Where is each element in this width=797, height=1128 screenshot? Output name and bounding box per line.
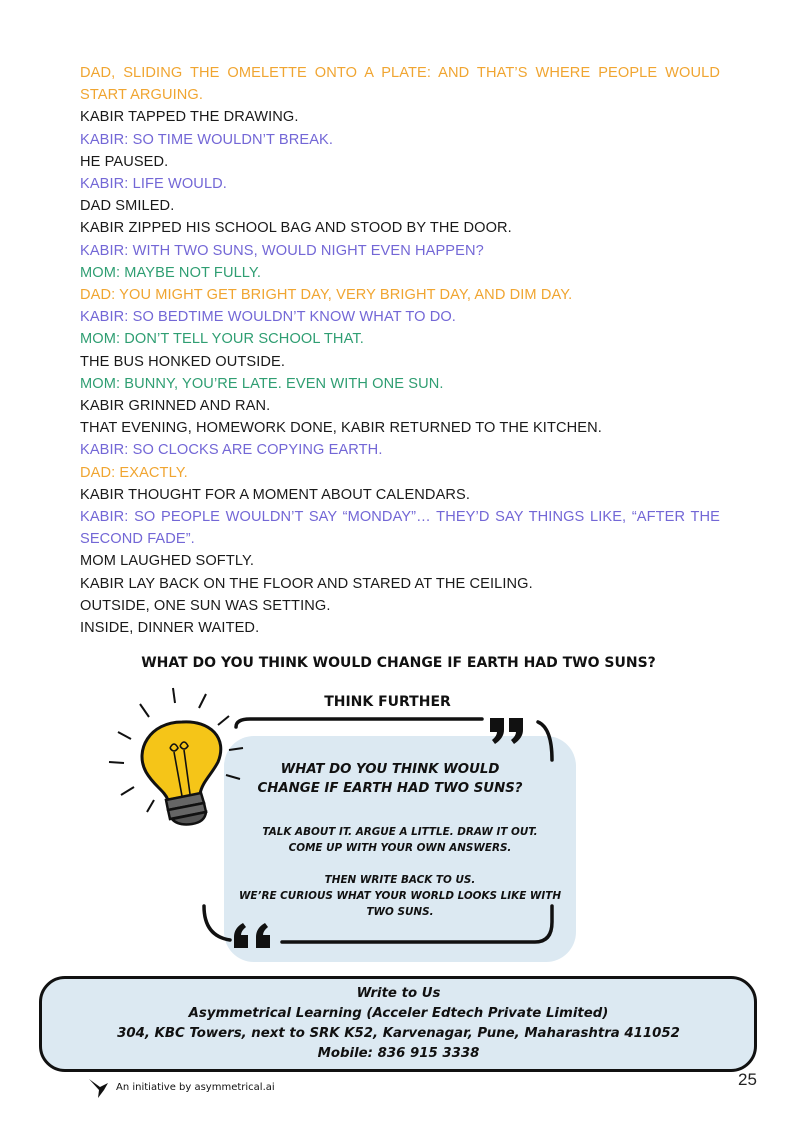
script-line-narration: KABIR LAY BACK ON THE FLOOR AND STARED AT THE CEILING. bbox=[80, 575, 533, 592]
contact-address: 304, KBC Towers, next to SRK K52, Karvenagar, Pune, Maharashtra 411052 bbox=[117, 1026, 680, 1041]
bubble-line-3: THEN WRITE BACK TO US. bbox=[324, 874, 476, 886]
script-line-narration: KABIR THOUGHT FOR A MOMENT ABOUT CALENDARS. bbox=[80, 486, 471, 503]
page-number: 25 bbox=[738, 1070, 757, 1089]
bubble-question bbox=[235, 760, 545, 798]
bubble-line-1: TALK ABOUT IT. ARGUE A LITTLE. DRAW IT OUT. bbox=[262, 826, 538, 838]
script-line-kabir: KABIR: SO BEDTIME WOULDN’T KNOW WHAT TO DO. bbox=[80, 309, 456, 326]
script-line-narration: THAT EVENING, HOMEWORK DONE, KABIR RETURNED TO THE KITCHEN. bbox=[80, 420, 602, 437]
script-line-mom: MOM: BUNNY, YOU’RE LATE. EVEN WITH ONE SUN. bbox=[80, 375, 444, 392]
footer-credit: An initiative by asymmetrical.ai bbox=[116, 1082, 275, 1093]
think-further-title: THINK FURTHER bbox=[324, 694, 451, 710]
script-line-mom: MOM: DON’T TELL YOUR SCHOOL THAT. bbox=[80, 331, 364, 348]
script-line-dad: DAD: YOU MIGHT GET BRIGHT DAY, VERY BRIGHT DAY, AND DIM DAY. bbox=[80, 287, 573, 304]
bubble-question-line-1: WHAT DO YOU THINK WOULD bbox=[280, 762, 500, 777]
contact-mobile: Mobile: 836 915 3338 bbox=[317, 1046, 480, 1061]
script-line-narration: KABIR TAPPED THE DRAWING. bbox=[80, 109, 299, 126]
lightbulb-icon bbox=[109, 688, 243, 824]
contact-heading: Write to Us bbox=[356, 986, 441, 1001]
bubble-question-line-2: CHANGE IF EARTH HAD TWO SUNS? bbox=[257, 781, 523, 796]
quote-close-icon bbox=[490, 718, 523, 744]
script-line-kabir: KABIR: LIFE WOULD. bbox=[80, 176, 227, 193]
script-line-narration: OUTSIDE, ONE SUN WAS SETTING. bbox=[80, 597, 331, 614]
frame-top-curve bbox=[538, 722, 552, 760]
script-line-dad: DAD, SLIDING THE OMELETTE ONTO A PLATE: AND THAT’S WHERE PEOPLE WOULD START ARGUING. bbox=[80, 65, 720, 104]
script-line-kabir: KABIR: WITH TWO SUNS, WOULD NIGHT EVEN HAPPEN? bbox=[80, 242, 484, 259]
script-line-narration: HE PAUSED. bbox=[80, 153, 169, 170]
script-line-narration: MOM LAUGHED SOFTLY. bbox=[80, 553, 255, 570]
script-line-narration: KABIR GRINNED AND RAN. bbox=[80, 398, 271, 415]
script-line-mom: MOM: MAYBE NOT FULLY. bbox=[80, 264, 262, 281]
bubble-line-4: WE’RE CURIOUS WHAT YOUR WORLD LOOKS LIKE WITH bbox=[238, 890, 562, 902]
quote-open-icon bbox=[234, 923, 270, 948]
script-line-kabir: KABIR: SO PEOPLE WOULDN’T SAY “MONDAY”… THEY’D SAY THINGS LIKE, “AFTER THE SECOND FADE”. bbox=[80, 509, 720, 548]
script-line-kabir: KABIR: SO TIME WOULDN’T BREAK. bbox=[80, 131, 334, 148]
script-line-kabir: KABIR: SO CLOCKS ARE COPYING EARTH. bbox=[80, 442, 383, 459]
script-line-narration: INSIDE, DINNER WAITED. bbox=[80, 620, 260, 637]
bubble-line-2: COME UP WITH YOUR OWN ANSWERS. bbox=[288, 842, 512, 854]
bubble-line-5: TWO SUNS. bbox=[366, 906, 434, 918]
frame-top-line bbox=[236, 719, 482, 727]
script-line-narration: KABIR ZIPPED HIS SCHOOL BAG AND STOOD BY THE DOOR. bbox=[80, 220, 512, 237]
discussion-question: WHAT DO YOU THINK WOULD CHANGE IF EARTH HAD TWO SUNS? bbox=[141, 655, 656, 671]
script-line-dad: DAD: EXACTLY. bbox=[80, 464, 188, 481]
script-line-narration: DAD SMILED. bbox=[80, 198, 175, 215]
bird-logo-icon bbox=[88, 1075, 110, 1099]
contact-organization: Asymmetrical Learning (Acceler Edtech Private Limited) bbox=[188, 1006, 609, 1021]
script-line-narration: THE BUS HONKED OUTSIDE. bbox=[80, 353, 286, 370]
